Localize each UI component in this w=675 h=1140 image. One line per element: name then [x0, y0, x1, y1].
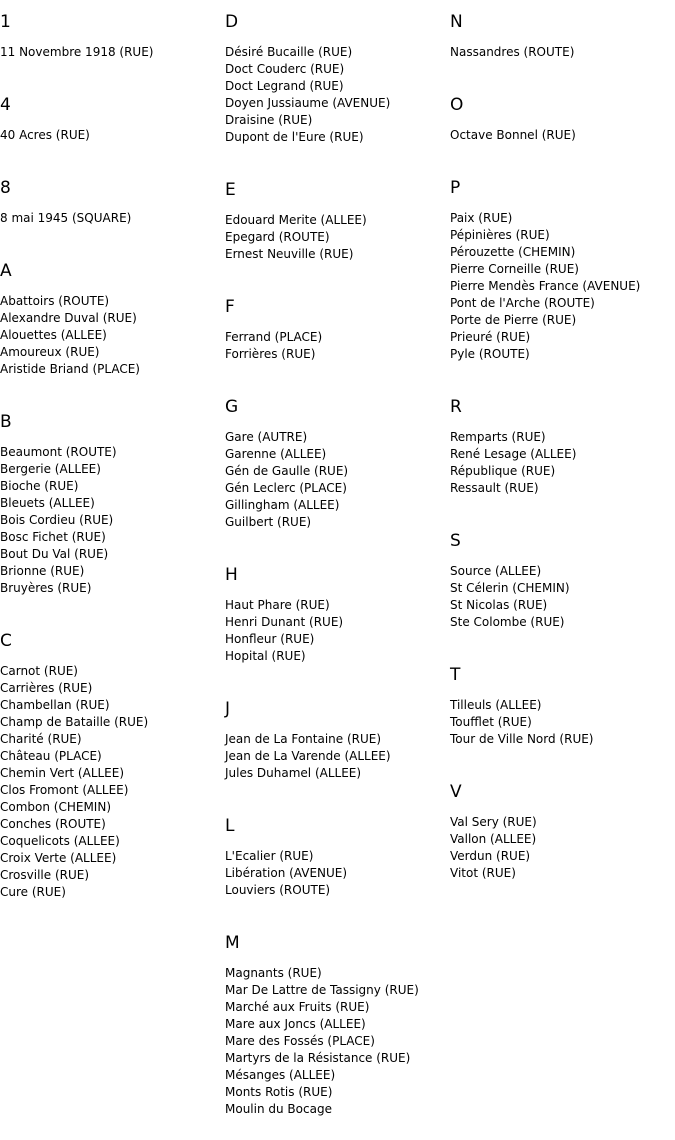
letter-heading: J [225, 699, 231, 719]
street-link[interactable]: 11 Novembre 1918 (RUE) [0, 45, 154, 59]
letter-heading: H [225, 565, 238, 585]
street-list [0, 210, 225, 227]
street-link[interactable]: Toufflet (RUE) [450, 715, 532, 729]
street-link[interactable]: Vallon (ALLEE) [450, 832, 537, 846]
street-link[interactable]: Prieuré (RUE) [450, 330, 531, 344]
street-list [0, 663, 225, 901]
letter-heading: N [450, 12, 463, 32]
street-link[interactable]: Coquelicots (ALLEE) [0, 834, 120, 848]
street-link[interactable]: René Lesage (ALLEE) [450, 447, 577, 461]
street-link[interactable]: Martyrs de la Résistance (RUE) [225, 1051, 411, 1065]
street-link[interactable]: Alexandre Duval (RUE) [0, 311, 137, 325]
street-link[interactable]: Pierre Corneille (RUE) [450, 262, 579, 276]
street-link[interactable]: Abattoirs (ROUTE) [0, 294, 110, 308]
street-link[interactable]: Vitot (RUE) [450, 866, 516, 880]
street-link[interactable]: Aristide Briand (PLACE) [0, 362, 140, 376]
letter-heading: A [0, 261, 12, 281]
street-link[interactable]: Bioche (RUE) [0, 479, 79, 493]
street-link[interactable]: Jean de La Varende (ALLEE) [225, 749, 391, 763]
letter-heading: R [450, 397, 462, 417]
street-link[interactable]: Henri Dunant (RUE) [225, 615, 344, 629]
letter-section [225, 553, 450, 665]
street-link[interactable]: Château (PLACE) [0, 749, 102, 763]
street-list [450, 210, 675, 363]
street-index-column [225, 0, 450, 1140]
street-list [225, 731, 450, 782]
street-list [450, 44, 675, 61]
street-list [0, 444, 225, 597]
street-link[interactable]: Bois Cordieu (RUE) [0, 513, 114, 527]
street-list [0, 127, 225, 144]
street-list [225, 44, 450, 146]
street-index-column [0, 0, 225, 923]
street-link[interactable]: Tour de Ville Nord (RUE) [450, 732, 594, 746]
street-link[interactable]: Nassandres (ROUTE) [450, 45, 575, 59]
letter-heading: P [450, 178, 461, 198]
letter-section [0, 619, 225, 901]
street-link[interactable]: Epegard (ROUTE) [225, 230, 330, 244]
letter-section [450, 166, 675, 363]
street-link[interactable]: Désiré Bucaille (RUE) [225, 45, 353, 59]
street-link[interactable]: Bleuets (ALLEE) [0, 496, 95, 510]
street-link[interactable]: Ressault (RUE) [450, 481, 539, 495]
letter-heading: E [225, 180, 236, 200]
letter-section [0, 0, 225, 61]
street-link[interactable]: Octave Bonnel (RUE) [450, 128, 576, 142]
street-link[interactable]: Gén Leclerc (PLACE) [225, 481, 347, 495]
street-link[interactable]: Alouettes (ALLEE) [0, 328, 107, 342]
letter-section [225, 0, 450, 146]
letter-section [450, 653, 675, 748]
street-list [225, 848, 450, 899]
street-link[interactable]: Magnants (RUE) [225, 966, 322, 980]
street-link[interactable]: Ferrand (PLACE) [225, 330, 323, 344]
street-link[interactable]: Verdun (RUE) [450, 849, 531, 863]
street-link[interactable]: Doct Couderc (RUE) [225, 62, 345, 76]
street-index-column [450, 0, 675, 904]
street-link[interactable]: République (RUE) [450, 464, 556, 478]
street-link[interactable]: Porte de Pierre (RUE) [450, 313, 577, 327]
street-link[interactable]: Charité (RUE) [0, 732, 82, 746]
street-link[interactable]: Bruyères (RUE) [0, 581, 92, 595]
street-link[interactable]: Conches (ROUTE) [0, 817, 106, 831]
street-link[interactable]: Val Sery (RUE) [450, 815, 537, 829]
letter-heading: 1 [0, 12, 11, 32]
letter-heading: C [0, 631, 12, 651]
street-link[interactable]: Marché aux Fruits (RUE) [225, 1000, 370, 1014]
letter-section [0, 400, 225, 597]
letter-section [0, 83, 225, 144]
street-link[interactable]: Edouard Merite (ALLEE) [225, 213, 367, 227]
street-link[interactable]: Jean de La Fontaine (RUE) [225, 732, 382, 746]
letter-heading: O [450, 95, 464, 115]
street-list [225, 329, 450, 363]
street-link[interactable]: Monts Rotis (RUE) [225, 1085, 333, 1099]
letter-heading: M [225, 933, 240, 953]
street-link[interactable]: 8 mai 1945 (SQUARE) [0, 211, 132, 225]
street-list [0, 44, 225, 61]
street-list [450, 814, 675, 882]
street-link[interactable]: Gén de Gaulle (RUE) [225, 464, 349, 478]
street-link[interactable]: Mésanges (ALLEE) [225, 1068, 336, 1082]
street-link[interactable]: Gare (AUTRE) [225, 430, 308, 444]
street-link[interactable]: St Célerin (CHEMIN) [450, 581, 570, 595]
letter-section [0, 249, 225, 378]
letter-section [450, 770, 675, 882]
street-link[interactable]: Brionne (RUE) [0, 564, 85, 578]
letter-section [450, 83, 675, 144]
street-link[interactable]: Pyle (ROUTE) [450, 347, 530, 361]
letter-section [450, 385, 675, 497]
street-link[interactable]: Champ de Bataille (RUE) [0, 715, 149, 729]
street-list [225, 597, 450, 665]
street-link[interactable]: Guilbert (RUE) [225, 515, 312, 529]
street-link[interactable]: 40 Acres (RUE) [0, 128, 90, 142]
letter-section [450, 519, 675, 631]
street-link[interactable]: Louviers (ROUTE) [225, 883, 331, 897]
street-link[interactable]: Ernest Neuville (RUE) [225, 247, 354, 261]
street-link[interactable]: Moulin du Bocage [225, 1102, 332, 1116]
letter-section [450, 0, 675, 61]
street-link[interactable]: Haut Phare (RUE) [225, 598, 330, 612]
letter-heading: B [0, 412, 12, 432]
street-link[interactable]: Source (ALLEE) [450, 564, 542, 578]
street-link[interactable]: Doyen Jussiaume (AVENUE) [225, 96, 391, 110]
street-link[interactable]: Mare aux Joncs (ALLEE) [225, 1017, 366, 1031]
letter-section [225, 921, 450, 1118]
street-link[interactable]: Bergerie (ALLEE) [0, 462, 101, 476]
street-link[interactable]: Honfleur (RUE) [225, 632, 315, 646]
street-link[interactable]: Gillingham (ALLEE) [225, 498, 340, 512]
street-link[interactable]: Pépinières (RUE) [450, 228, 550, 242]
street-list [225, 429, 450, 531]
letter-section [0, 166, 225, 227]
street-link[interactable]: Pérouzette (CHEMIN) [450, 245, 576, 259]
letter-heading: 4 [0, 95, 11, 115]
street-link[interactable]: Bosc Fichet (RUE) [0, 530, 106, 544]
street-list [450, 697, 675, 748]
street-link[interactable]: Draisine (RUE) [225, 113, 313, 127]
letter-section [225, 804, 450, 899]
letter-section [225, 168, 450, 263]
street-link[interactable]: Paix (RUE) [450, 211, 513, 225]
street-link[interactable]: Crosville (RUE) [0, 868, 90, 882]
street-link[interactable]: Jules Duhamel (ALLEE) [225, 766, 362, 780]
letter-section [225, 385, 450, 531]
street-link[interactable]: Mare des Fossés (PLACE) [225, 1034, 375, 1048]
street-list [225, 212, 450, 263]
street-link[interactable]: Combon (CHEMIN) [0, 800, 112, 814]
street-link[interactable]: Clos Fromont (ALLEE) [0, 783, 129, 797]
street-link[interactable]: Carnot (RUE) [0, 664, 78, 678]
street-link[interactable]: Bout Du Val (RUE) [0, 547, 109, 561]
street-link[interactable]: St Nicolas (RUE) [450, 598, 548, 612]
letter-heading: G [225, 397, 239, 417]
street-link[interactable]: Croix Verte (ALLEE) [0, 851, 117, 865]
street-link[interactable]: Carrières (RUE) [0, 681, 93, 695]
letter-heading: S [450, 531, 461, 551]
street-link[interactable]: Beaumont (ROUTE) [0, 445, 117, 459]
street-link[interactable]: Hopital (RUE) [225, 649, 306, 663]
street-link[interactable]: Doct Legrand (RUE) [225, 79, 344, 93]
street-list [450, 429, 675, 497]
street-link[interactable]: Dupont de l'Eure (RUE) [225, 130, 364, 144]
street-list [225, 965, 450, 1118]
street-link[interactable]: Amoureux (RUE) [0, 345, 100, 359]
street-link[interactable]: Remparts (RUE) [450, 430, 546, 444]
street-list [0, 293, 225, 378]
letter-heading: L [225, 816, 235, 836]
street-link[interactable]: Pont de l'Arche (ROUTE) [450, 296, 595, 310]
street-link[interactable]: Tilleuls (ALLEE) [450, 698, 542, 712]
street-link[interactable]: L'Ecalier (RUE) [225, 849, 314, 863]
letter-heading: D [225, 12, 239, 32]
street-link[interactable]: Libération (AVENUE) [225, 866, 348, 880]
letter-heading: T [450, 665, 461, 685]
letter-heading: V [450, 782, 462, 802]
letter-section [225, 687, 450, 782]
street-link[interactable]: Mar De Lattre de Tassigny (RUE) [225, 983, 419, 997]
street-link[interactable]: Forrières (RUE) [225, 347, 316, 361]
letter-heading: 8 [0, 178, 11, 198]
street-list [450, 127, 675, 144]
street-link[interactable]: Pierre Mendès France (AVENUE) [450, 279, 641, 293]
street-list [450, 563, 675, 631]
letter-heading: F [225, 297, 235, 317]
street-link[interactable]: Chemin Vert (ALLEE) [0, 766, 125, 780]
street-link[interactable]: Cure (RUE) [0, 885, 66, 899]
street-link[interactable]: Garenne (ALLEE) [225, 447, 327, 461]
street-link[interactable]: Chambellan (RUE) [0, 698, 110, 712]
street-link[interactable]: Ste Colombe (RUE) [450, 615, 565, 629]
letter-section [225, 285, 450, 363]
